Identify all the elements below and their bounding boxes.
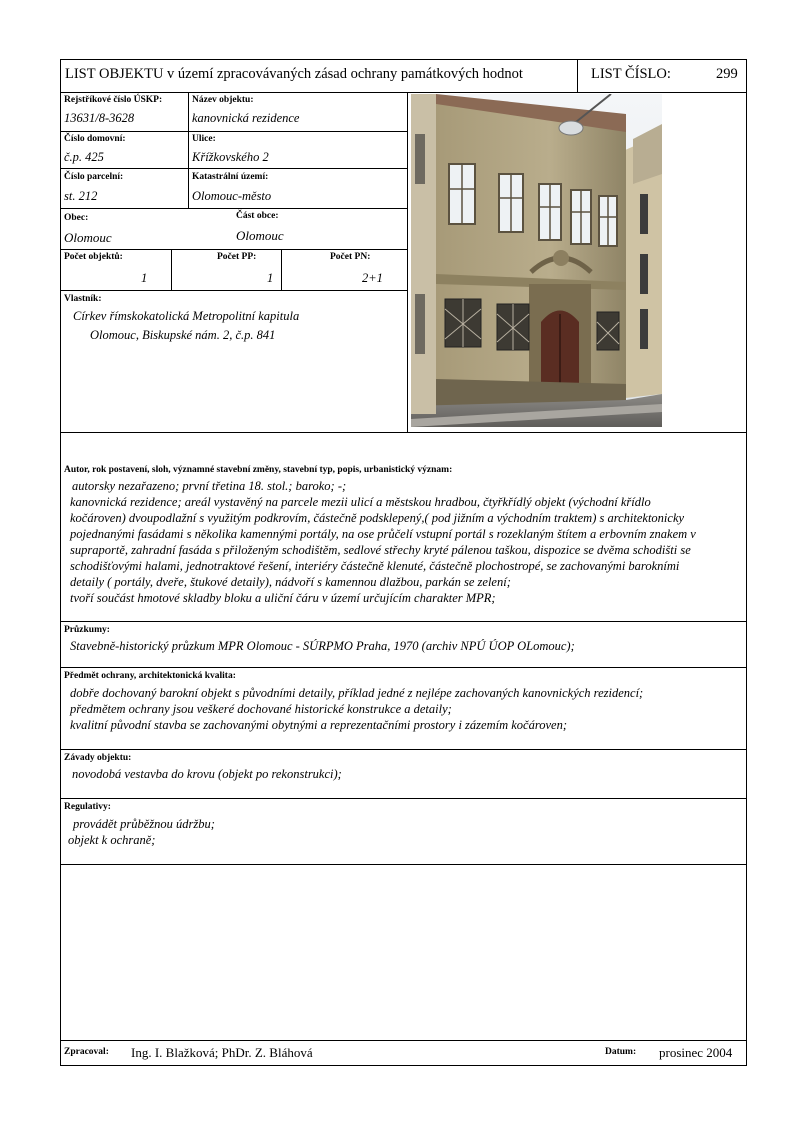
photo-divider bbox=[407, 92, 408, 432]
row-divider bbox=[60, 249, 407, 250]
municipality-label: Obec: bbox=[64, 213, 89, 223]
owner-line: Církev římskokatolická Metropolitní kapitula bbox=[73, 309, 300, 323]
row-divider bbox=[60, 208, 407, 209]
author-line: kanovnická rezidence; areál vystavěný na parcele mezii ulicí a městskou hradbou, čtyřkřídlý objekt (východní křídlo bbox=[70, 495, 651, 509]
name-label: Název objektu: bbox=[192, 95, 254, 105]
protection-line: dobře dochovaný barokní objekt s původními detaily, příklad jedné z nejlépe zachovaných kanovnických rezidencí; bbox=[70, 686, 644, 700]
objects-label: Počet objektů: bbox=[64, 252, 123, 262]
owner-label: Vlastník: bbox=[64, 294, 102, 304]
section-divider bbox=[60, 798, 747, 799]
author-label: Autor, rok postavení, sloh, významné stavební změny, stavební typ, popis, urbanistický význam: bbox=[64, 465, 453, 475]
col-divider bbox=[281, 249, 282, 290]
pp-label: Počet PP: bbox=[217, 252, 257, 262]
name-value: kanovnická rezidence bbox=[192, 111, 300, 125]
footer-divider bbox=[60, 1040, 747, 1041]
row-divider bbox=[60, 131, 407, 132]
sheet-label: LIST ČÍSLO: bbox=[591, 66, 671, 82]
author-line: autorsky nezařazeno; první třetina 18. stol.; baroko; -; bbox=[72, 479, 347, 493]
prepared-label: Zpracoval: bbox=[64, 1047, 109, 1057]
author-line: tvoří součást hmotové skladby bloku a uliční čáru v území určujícím charakter MPR; bbox=[70, 591, 496, 605]
protection-line: kvalitní původní stavba se zachovanými obytnými a reprezentačními prostory i zázemím kočároven; bbox=[70, 718, 567, 732]
author-line: detaily ( portály, dveře, štukové detaily), nádvoří s kamennou dlažbou, parkán se zelení; bbox=[70, 575, 511, 589]
defects-label: Závady objektu: bbox=[64, 753, 132, 763]
author-line: pojednanými fasádami s několika kamennými portály, na ose průčelí vstupní portál s rozeklaným štítem a erbovním znakem v bbox=[70, 527, 696, 541]
regulations-line: provádět průběžnou údržbu; bbox=[73, 817, 215, 831]
date-label: Datum: bbox=[605, 1047, 637, 1057]
section-divider bbox=[60, 667, 747, 668]
regulations-label: Regulativy: bbox=[64, 802, 111, 812]
section-divider bbox=[60, 621, 747, 622]
author-line: supraportě, zahradní fasáda s přiloženým schodištěm, sedlové střechy kryté pálenou taškou, dispozice se dvěma schodišti se bbox=[70, 543, 691, 557]
registry-label: Rejstříkové číslo ÚSKP: bbox=[64, 95, 163, 105]
cadastre-label: Katastrální území: bbox=[192, 172, 269, 182]
surveys-line: Stavebně-historický průzkum MPR Olomouc - SÚRPMO Praha, 1970 (archiv NPÚ ÚOP OLomouc); bbox=[70, 639, 575, 653]
surveys-label: Průzkumy: bbox=[64, 625, 110, 635]
objects-value: 1 bbox=[141, 271, 148, 285]
owner-line: Olomouc, Biskupské nám. 2, č.p. 841 bbox=[90, 328, 276, 342]
district-label: Část obce: bbox=[236, 211, 279, 221]
header-vdivider bbox=[577, 59, 578, 92]
pn-label: Počet PN: bbox=[330, 252, 371, 262]
col-divider bbox=[171, 249, 172, 290]
col-divider bbox=[188, 92, 189, 208]
header-divider bbox=[60, 92, 747, 93]
row-divider bbox=[60, 290, 407, 291]
house-no-value: č.p. 425 bbox=[64, 150, 104, 164]
street-value: Křížkovského 2 bbox=[192, 150, 269, 164]
sheet-number: 299 bbox=[716, 66, 738, 82]
author-line: kočároven) dvoupodlažní s využitým podkrovím, částečně podsklepený,( pod jižním a východním traktem) s architektonicky bbox=[70, 511, 685, 525]
date-value: prosinec 2004 bbox=[659, 1045, 733, 1060]
pp-value: 1 bbox=[267, 271, 274, 285]
row-divider bbox=[60, 168, 407, 169]
protection-label: Předmět ochrany, architektonická kvalita: bbox=[64, 671, 236, 681]
municipality-value: Olomouc bbox=[64, 230, 112, 245]
house-no-label: Číslo domovní: bbox=[64, 134, 126, 144]
cadastre-value: Olomouc-město bbox=[192, 189, 272, 203]
building-photo bbox=[411, 94, 662, 427]
section-divider bbox=[60, 749, 747, 750]
regulations-line: objekt k ochraně; bbox=[68, 833, 156, 847]
page-title: LIST OBJEKTU v území zpracovávaných zásad ochrany památkových hodnot bbox=[65, 66, 523, 82]
author-line: schodišťovými halami, jednotraktové řešení, interiéry částečně klenuté, částečně plochostropé, se zachovanými barokními bbox=[70, 559, 680, 573]
pn-value: 2+1 bbox=[362, 271, 383, 285]
street-label: Ulice: bbox=[192, 134, 216, 144]
registry-value: 13631/8-3628 bbox=[64, 111, 135, 125]
protection-line: předmětem ochrany jsou veškeré dochované historické konstrukce a detaily; bbox=[70, 702, 452, 716]
section-divider bbox=[60, 864, 747, 865]
parcel-label: Číslo parcelní: bbox=[64, 172, 124, 182]
section-divider bbox=[60, 432, 747, 433]
prepared-value: Ing. I. Blažková; PhDr. Z. Bláhová bbox=[131, 1045, 313, 1060]
district-value: Olomouc bbox=[236, 228, 284, 243]
defects-line: novodobá vestavba do krovu (objekt po rekonstrukci); bbox=[72, 767, 342, 781]
parcel-value: st. 212 bbox=[64, 189, 98, 203]
